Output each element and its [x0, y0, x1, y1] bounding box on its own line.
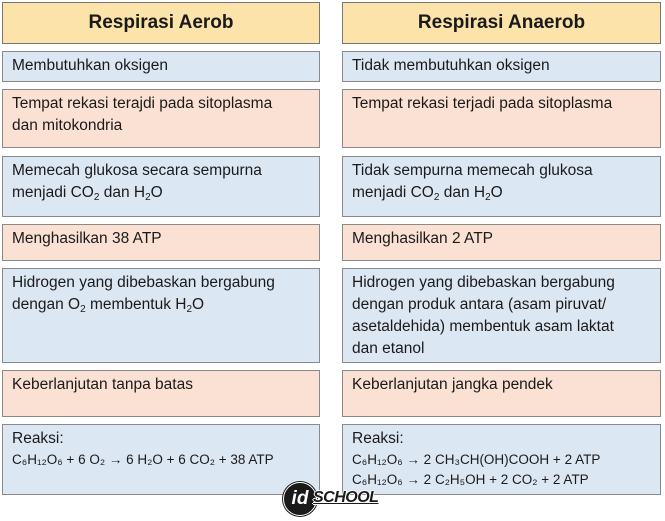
row-text: Menghasilkan 38 ATP: [12, 230, 162, 247]
reaction-equation: C₆H₁₂O₆ + 6 O₂ → 6 H₂O + 6 CO₂ + 38 ATP: [12, 452, 274, 467]
aerob-row-glucose: [2, 156, 320, 217]
anaerob-row-continuity: [342, 370, 661, 417]
row-text: dan etanol: [352, 340, 425, 357]
logo-text: SCHOOL: [313, 489, 379, 506]
anaerob-row-location: [342, 89, 661, 148]
reaction-title: Reaksi:: [12, 430, 64, 447]
anaerob-header: Respirasi Anaerob: [342, 2, 661, 44]
row-text: Memecah glukosa secara sempurna: [12, 162, 262, 179]
row-text-formula: dengan O2 membentuk H2O: [12, 296, 205, 315]
row-text: Keberlanjutan jangka pendek: [352, 376, 553, 393]
row-text: Menghasilkan 2 ATP: [352, 230, 494, 247]
row-text: Tempat rekasi terajdi pada sitoplasma: [12, 95, 273, 112]
anaerob-row-glucose: [342, 156, 661, 217]
row-text-formula: menjadi CO2 dan H2O: [352, 184, 503, 203]
row-text: Membutuhkan oksigen: [12, 57, 168, 74]
anaerob-row-oxygen: [342, 51, 661, 82]
row-text: asetaldehida) membentuk asam laktat: [352, 318, 614, 335]
aerob-row-hydrogen: [2, 268, 320, 363]
reaction-equation: C₆H₁₂O₆ → 2 CH₃CH(OH)COOH + 2 ATP: [352, 452, 601, 467]
row-text: Tempat rekasi terjadi pada sitoplasma: [352, 95, 613, 112]
row-text: dan mitokondria: [12, 117, 123, 134]
anaerob-row-atp: [342, 224, 661, 261]
row-text-formula: menjadi CO2 dan H2O: [12, 184, 163, 203]
aerob-header: Respirasi Aerob: [2, 2, 320, 44]
reaction-equation: C₆H₁₂O₆ → 2 C₂H₅OH + 2 CO₂ + 2 ATP: [352, 472, 589, 487]
row-text: Tidak sempurna memecah glukosa: [352, 162, 593, 179]
aerob-row-location: [2, 89, 320, 148]
idschool-logo: [283, 482, 379, 516]
row-text: dengan produk antara (asam piruvat/: [352, 296, 607, 313]
row-text: Keberlanjutan tanpa batas: [12, 376, 193, 393]
reaction-title: Reaksi:: [352, 430, 404, 447]
anaerob-row-hydrogen: [342, 268, 661, 363]
aerob-row-continuity: [2, 370, 320, 417]
aerob-row-atp: [2, 224, 320, 261]
aerob-row-oxygen: [2, 51, 320, 82]
row-text: Hidrogen yang dibebaskan bergabung: [12, 274, 275, 291]
row-text: Tidak membutuhkan oksigen: [352, 57, 550, 74]
anaerob-reaction: [342, 424, 661, 495]
logo-mark: id: [283, 482, 317, 516]
row-text: Hidrogen yang dibebaskan bergabung: [352, 274, 615, 291]
aerob-reaction: [2, 424, 320, 495]
